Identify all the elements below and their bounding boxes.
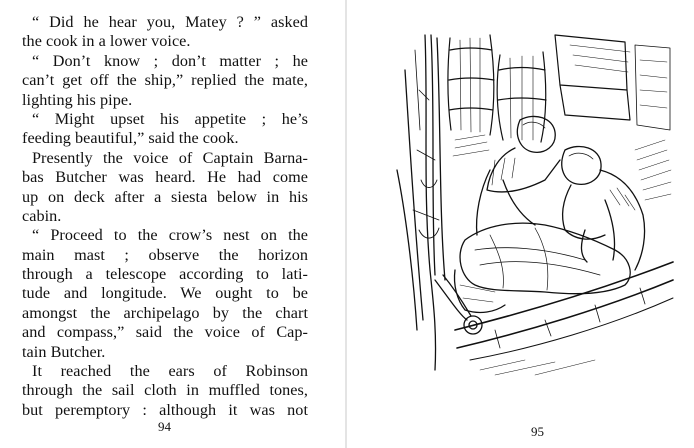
text-line: tain Butcher. [22, 342, 106, 361]
boat-hull-drawing [455, 262, 673, 360]
text-line: cabin. [22, 206, 62, 225]
rigging-drawing [397, 35, 482, 370]
text-line: It reached the ears of Robinson [32, 362, 308, 381]
ship-deck-illustration [395, 30, 675, 385]
text-line: through a telescope according to lati- [22, 265, 308, 284]
text-line: bas Butcher was heard. He had come [22, 168, 308, 187]
text-line: main mast ; observe the horizon [22, 245, 308, 264]
sailcloth-drawing [454, 223, 630, 312]
left-page [0, 0, 345, 448]
text-line: through the sail cloth in muffled tones, [22, 381, 308, 400]
text-line: but peremptory : although it was not [22, 400, 308, 419]
text-line: up on deck after a siesta below in his [22, 187, 308, 206]
text-line: can’t get off the ship,” replied the mate, [22, 71, 308, 90]
shading-drawing [453, 135, 671, 375]
text-line: lighting his pipe. [22, 90, 133, 109]
sailors-drawing [477, 116, 645, 270]
text-line: and compass,” said the voice of Cap- [22, 323, 308, 342]
text-line: Presently the voice of Captain Barna- [32, 148, 308, 167]
text-line: “ Did he hear you, Matey ? ” asked [32, 13, 308, 31]
text-line: tude and longitude. We ought to be [22, 284, 308, 303]
text-line: “ Might upset his appetite ; he’s [32, 109, 308, 128]
page-number-right: 95 [531, 424, 544, 439]
text-line: the cook in a lower voice. [22, 32, 191, 51]
barrel-drawing [448, 35, 670, 142]
page-number-left: 94 [158, 419, 171, 434]
text-line: “ Don’t know ; don’t matter ; he [32, 51, 308, 70]
body-text [22, 13, 308, 420]
text-line: “ Proceed to the crow’s nest on the [32, 226, 308, 245]
text-line: amongst the archipelago by the chart [22, 303, 308, 322]
text-line: feeding beautiful,” said the cook. [22, 129, 239, 148]
